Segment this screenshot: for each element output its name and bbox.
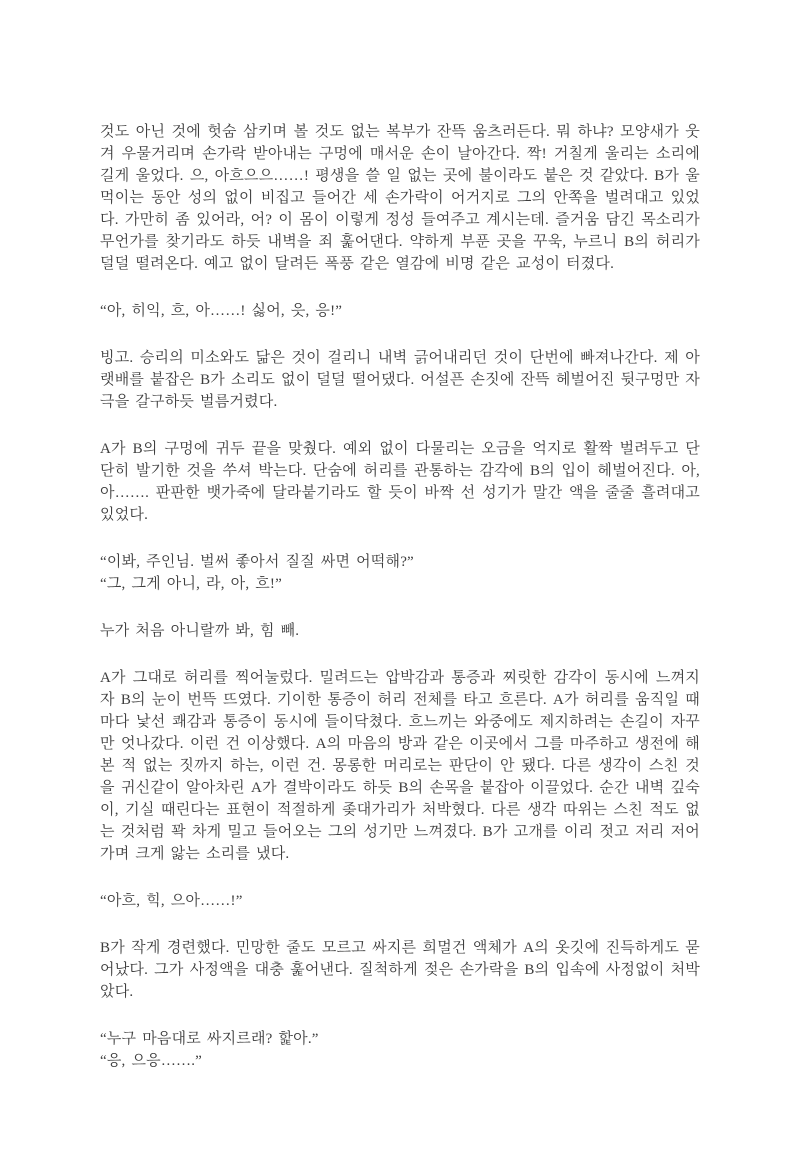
dialogue-1-line-1: “아, 히익, 흐, 아……! 싫어, 읏, 응!”	[100, 303, 343, 319]
dialogue-2-line-1: “이봐, 주인님. 벌써 좋아서 질질 싸면 어떡해?”	[100, 554, 414, 570]
paragraph-2	[100, 347, 700, 413]
dialogue-4-line-1: “누구 마음대로 싸지르래? 핥아.”	[100, 1031, 319, 1047]
dialogue-3-line-1: “아흐, 힉, 으아……!”	[100, 893, 243, 909]
paragraph-1-text: 것도 아닌 것에 헛숨 삼키며 볼 것도 없는 복부가 잔뜩 움츠러든다. 뭐 하냐? 모양새가 웃겨 우물거리며 손가락 받아내는 구멍에 매서운 손이 날아간다. 짝! 거칠게 울리는 소리에 길게 울었다. 으, 아흐으으……! 평생을 쓸 일 없는 곳에 불이라도 붙은 것 같았다. B가 울먹이는 동안 성의 없이 비집고 들어간 세 손가락이 어거지로 그의 안쪽을 벌려대고 있었다. 가만히 좀 있어라, 어? 이 몸이 이렇게 정성 들여주고 계시는데. 즐거움 담긴 목소리가 무언가를 찾기라도 하듯 내벽을 죄 훑어댄다. 약하게 부푼 곳을 꾸욱, 누르니 B의 허리가 덜덜 떨려온다. 예고 없이 달려든 폭풍 같은 열감에 비명 같은 교성이 터졌다.	[100, 124, 700, 272]
paragraph-3-text: A가 B의 구멍에 귀두 끝을 맞췄다. 예외 없이 다물리는 오금을 억지로 활짝 벌려두고 단단히 발기한 것을 쑤셔 박는다. 단숨에 허리를 관통하는 감각에 B의 입이 헤벌어진다. 아, 아……. 판판한 뱃가죽에 달라붙기라도 할 듯이 바짝 선 성기가 말간 액을 줄줄 흘려대고 있었다.	[100, 441, 700, 523]
paragraph-3	[100, 438, 700, 526]
paragraph-5-text: A가 그대로 허리를 찍어눌렀다. 밀려드는 압박감과 통증과 찌릿한 감각이 동시에 느껴지자 B의 눈이 번뜩 뜨였다. 기이한 통증이 허리 전체를 타고 흐른다. A가 허리를 움직일 때마다 낯선 쾌감과 통증이 동시에 들이닥쳤다. 흐느끼는 와중에도 제지하려는 손길이 자꾸만 엇나갔다. 이런 건 이상했다. A의 마음의 방과 같은 이곳에서 그를 마주하고 생전에 해본 적 없는 짓까지 하는, 이런 건. 몽롱한 머리로는 판단이 안 됐다. 다른 생각이 스친 것을 귀신같이 알아차린 A가 결박이라도 하듯 B의 손목을 붙잡아 이끌었다. 순간 내벽 깊숙이, 기실 때린다는 표현이 적절하게 좆대가리가 처박혔다. 다른 생각 따위는 스친 적도 없는 것처럼 꽉 차게 밀고 들어오는 그의 성기만 느껴졌다. B가 고개를 이리 젓고 저리 저어가며 크게 앓는 소리를 냈다.	[100, 670, 700, 862]
paragraph-2-text: 빙고. 승리의 미소와도 닮은 것이 걸리니 내벽 긁어내리던 것이 단번에 빠져나간다. 제 아랫배를 붙잡은 B가 소리도 없이 덜덜 떨어댔다. 어설픈 손짓에 잔뜩 헤벌어진 뒷구멍만 자극을 갈구하듯 벌름거렸다.	[100, 350, 700, 410]
paragraph-6-text: B가 작게 경련했다. 민망한 줄도 모르고 싸지른 희멀건 액체가 A의 옷깃에 진득하게도 묻어났다. 그가 사정액을 대충 훑어낸다. 질척하게 젖은 손가락을 B의 입속에 사정없이 처박았다.	[100, 940, 700, 1000]
paragraph-4	[100, 620, 700, 642]
paragraph-1	[100, 121, 700, 275]
dialogue-3	[100, 890, 700, 912]
dialogue-2-line-2: “그, 그게 아니, 라, 아, 흐!”	[100, 576, 282, 592]
dialogue-4-line-2: “응, 으응…….”	[100, 1053, 203, 1069]
dialogue-1	[100, 300, 700, 322]
paragraph-4-text: 누가 처음 아니랄까 봐, 힘 빼.	[100, 623, 300, 639]
dialogue-4	[100, 1028, 700, 1072]
dialogue-2	[100, 551, 700, 595]
paragraph-5	[100, 667, 700, 865]
document-text-block	[100, 121, 700, 1097]
paragraph-6	[100, 937, 700, 1003]
